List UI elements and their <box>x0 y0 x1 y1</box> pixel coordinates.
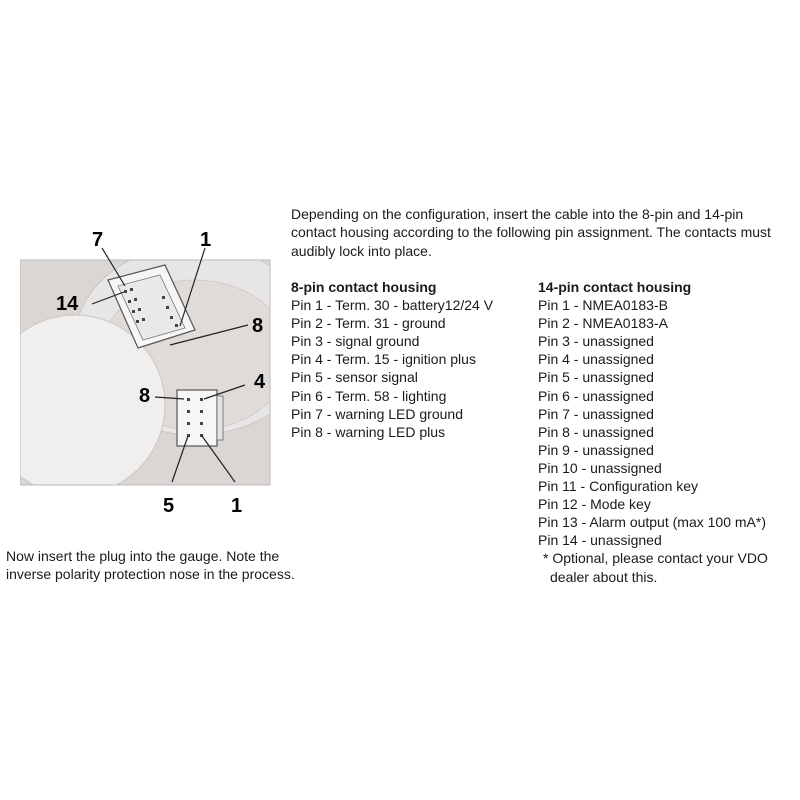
pin8-table <box>291 278 531 441</box>
footnote-line-1: * Optional, please contact your VDO <box>543 550 768 567</box>
label-pin8-upper: 8 <box>252 315 264 337</box>
pin8-row: Pin 2 - Term. 31 - ground <box>291 315 446 332</box>
pin8-row: Pin 5 - sensor signal <box>291 369 418 386</box>
label-pin1-lower: 1 <box>231 495 243 517</box>
label-pin5: 5 <box>163 495 175 517</box>
connector-diagram <box>20 220 280 520</box>
pin14-row: Pin 4 - unassigned <box>538 351 654 368</box>
label-pin8-lower: 8 <box>139 385 151 407</box>
pin14-row: Pin 6 - unassigned <box>538 387 654 404</box>
label-pin14: 14 <box>56 293 79 315</box>
pin14-row: Pin 14 - unassigned <box>538 532 662 549</box>
pin14-row: Pin 11 - Configuration key <box>538 478 699 495</box>
pin8-row: Pin 8 - warning LED plus <box>291 423 446 440</box>
pin8-row: Pin 1 - Term. 30 - battery12/24 V <box>291 297 494 314</box>
pin14-row: Pin 13 - Alarm output (max 100 mA*) <box>538 514 766 531</box>
pin14-row: Pin 9 - unassigned <box>538 441 654 458</box>
label-pin4: 4 <box>254 371 266 393</box>
insert-plug-note: Now insert the plug into the gauge. Note the inverse polarity protection nose in the process. <box>6 548 295 582</box>
pin14-row: Pin 3 - unassigned <box>538 333 654 350</box>
pin8-row: Pin 6 - Term. 58 - lighting <box>291 387 447 404</box>
pin14-row: Pin 5 - unassigned <box>538 369 654 386</box>
pin14-row: Pin 12 - Mode key <box>538 496 651 513</box>
footnote-line-2: dealer about this. <box>550 568 658 585</box>
pin14-table <box>538 278 798 586</box>
pin14-row: Pin 7 - unassigned <box>538 405 654 422</box>
pin8-row: Pin 4 - Term. 15 - ignition plus <box>291 351 476 368</box>
pin8-row: Pin 3 - signal ground <box>291 333 420 350</box>
pin14-row: Pin 1 - NMEA0183-B <box>538 297 668 314</box>
pin8-row: Pin 7 - warning LED ground <box>291 405 463 422</box>
label-pin7-upper: 7 <box>92 229 104 251</box>
pin14-heading: 14-pin contact housing <box>538 279 692 295</box>
pin14-row: Pin 2 - NMEA0183-A <box>538 315 668 332</box>
pin14-row: Pin 8 - unassigned <box>538 423 654 440</box>
connector-figure <box>20 220 280 520</box>
pin14-row: Pin 10 - unassigned <box>538 459 662 476</box>
label-pin1-upper: 1 <box>200 229 212 251</box>
pin8-heading: 8-pin contact housing <box>291 279 437 295</box>
intro-paragraph: Depending on the configuration, insert the cable into the 8-pin and 14-pin contact housing according to the following pin assignment. The contacts must audibly lock into place. <box>291 206 771 259</box>
